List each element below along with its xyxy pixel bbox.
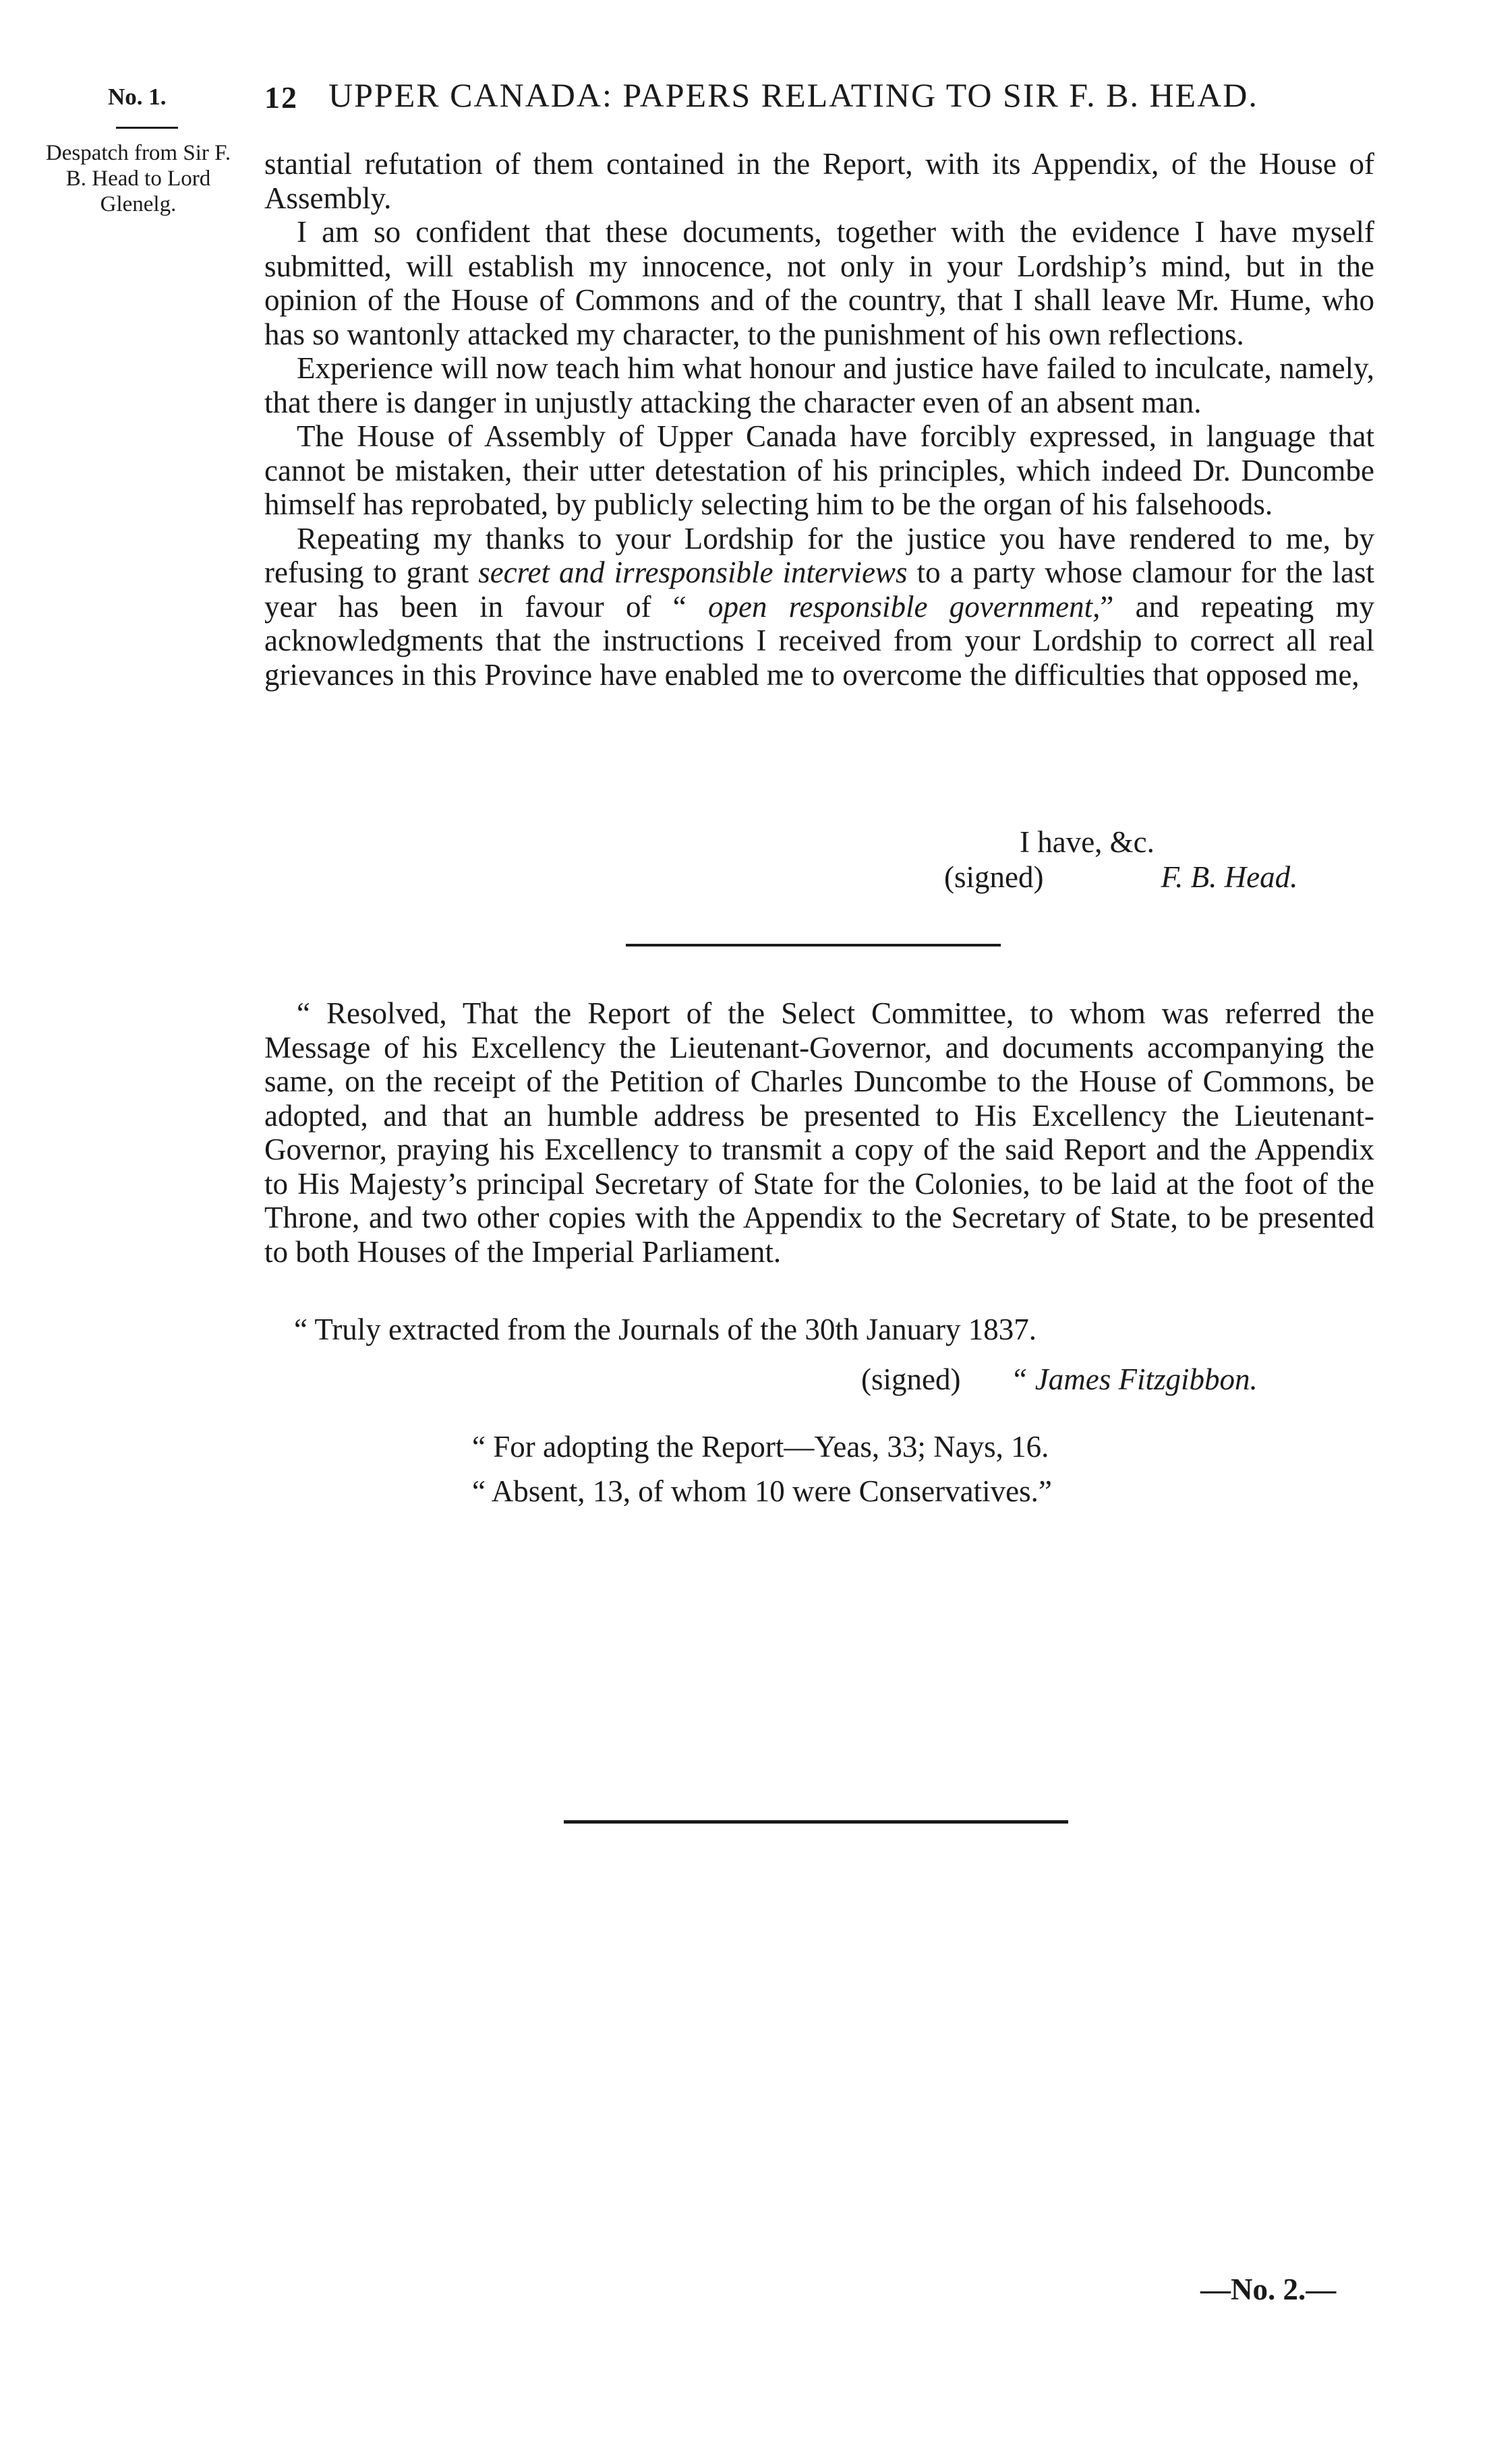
- signed-label: (signed): [944, 860, 1044, 894]
- resolution-paragraph: “ Resolved, That the Report of the Select Committee, to whom was referred the Message of his Excellency the Lieutenant-Governor, and documents accompanying the same, on the receipt of the Petition of Charles Duncombe to the House of Commons, be adopted, and that an humble address be presented to His Excellency the Lieutenant-Governor, praying his Excellency to transmit a copy of the said Report and the Appendix to His Majesty’s principal Secretary of State for the Colonies, to be laid at the foot of the Throne, and two other copies with the Appendix to the Secretary of State, to be presented to both Houses of the Imperial Parliament.: [264, 996, 1374, 1269]
- page-number: 12: [264, 80, 298, 115]
- letter-closing: I have, &c.: [1020, 825, 1155, 859]
- signature-name-2: “ James Fitzgibbon.: [1010, 1362, 1258, 1396]
- letter-paragraph-5-part-b: to a party whose clamour for the last year has been in favour of “: [264, 555, 1375, 624]
- letter-signature-line: [944, 860, 1297, 895]
- journal-extract-line: “ Truly extracted from the Journals of the 30th January 1837.: [294, 1313, 1037, 1346]
- margin-document-number: No. 1.: [108, 84, 167, 110]
- letter-paragraph-5-part-c: ” and repeating my acknowledgments that the instructions I received from your Lordship to correct all real grievances in this Province have enabled me to overcome the difficulties that opposed me,: [264, 589, 1374, 692]
- resolution-signature-line: [861, 1362, 1258, 1397]
- resolution-body: [264, 996, 1374, 1269]
- letter-paragraph-5-emphasis-2: open responsible government,: [707, 589, 1101, 624]
- absent-tally: “ Absent, 13, of whom 10 were Conservatives.”: [472, 1474, 1052, 1508]
- margin-note: Despatch from Sir F. B. Head to Lord Glenelg.: [45, 141, 231, 216]
- letter-paragraph-5-part-a: Repeating my thanks to your Lordship for the justice you have rendered to me, by refusing to grant: [264, 521, 1374, 589]
- letter-body: [264, 147, 1374, 692]
- letter-paragraph-1: stantial refutation of them contained in the Report, with its Appendix, of the House of Assembly.: [264, 147, 1374, 215]
- letter-paragraph-5: [264, 522, 1374, 692]
- running-title: UPPER CANADA: PAPERS RELATING TO SIR F. B. HEAD.: [328, 76, 1258, 114]
- letter-paragraph-5-emphasis-1: secret and irresponsible interviews: [478, 555, 908, 589]
- signature-name: F. B. Head.: [1161, 860, 1298, 894]
- letter-paragraph-2: I am so confident that these documents, together with the evidence I have myself submitted, will establish my innocence, not only in your Lordship’s mind, but in the opinion of the House of Commons and of the country, that I shall leave Mr. Hume, who has so wantonly attacked my character, to the punishment of his own reflections.: [264, 215, 1374, 351]
- letter-paragraph-3: Experience will now teach him what honour and justice have failed to inculcate, namely, that there is danger in unjustly attacking the character even of an absent man.: [264, 351, 1374, 419]
- vote-tally: “ For adopting the Report—Yeas, 33; Nays, 16.: [472, 1430, 1049, 1464]
- catchword: —No. 2.—: [1200, 2273, 1337, 2306]
- signed-label-2: (signed): [861, 1362, 961, 1396]
- section-divider: [626, 944, 1001, 946]
- end-rule: [564, 1820, 1068, 1824]
- margin-rule: [116, 127, 178, 129]
- letter-paragraph-4: The House of Assembly of Upper Canada have forcibly expressed, in language that cannot be mistaken, their utter detestation of his principles, which indeed Dr. Duncombe himself has reprobated, by publicly selecting him to be the organ of his falsehoods.: [264, 419, 1374, 521]
